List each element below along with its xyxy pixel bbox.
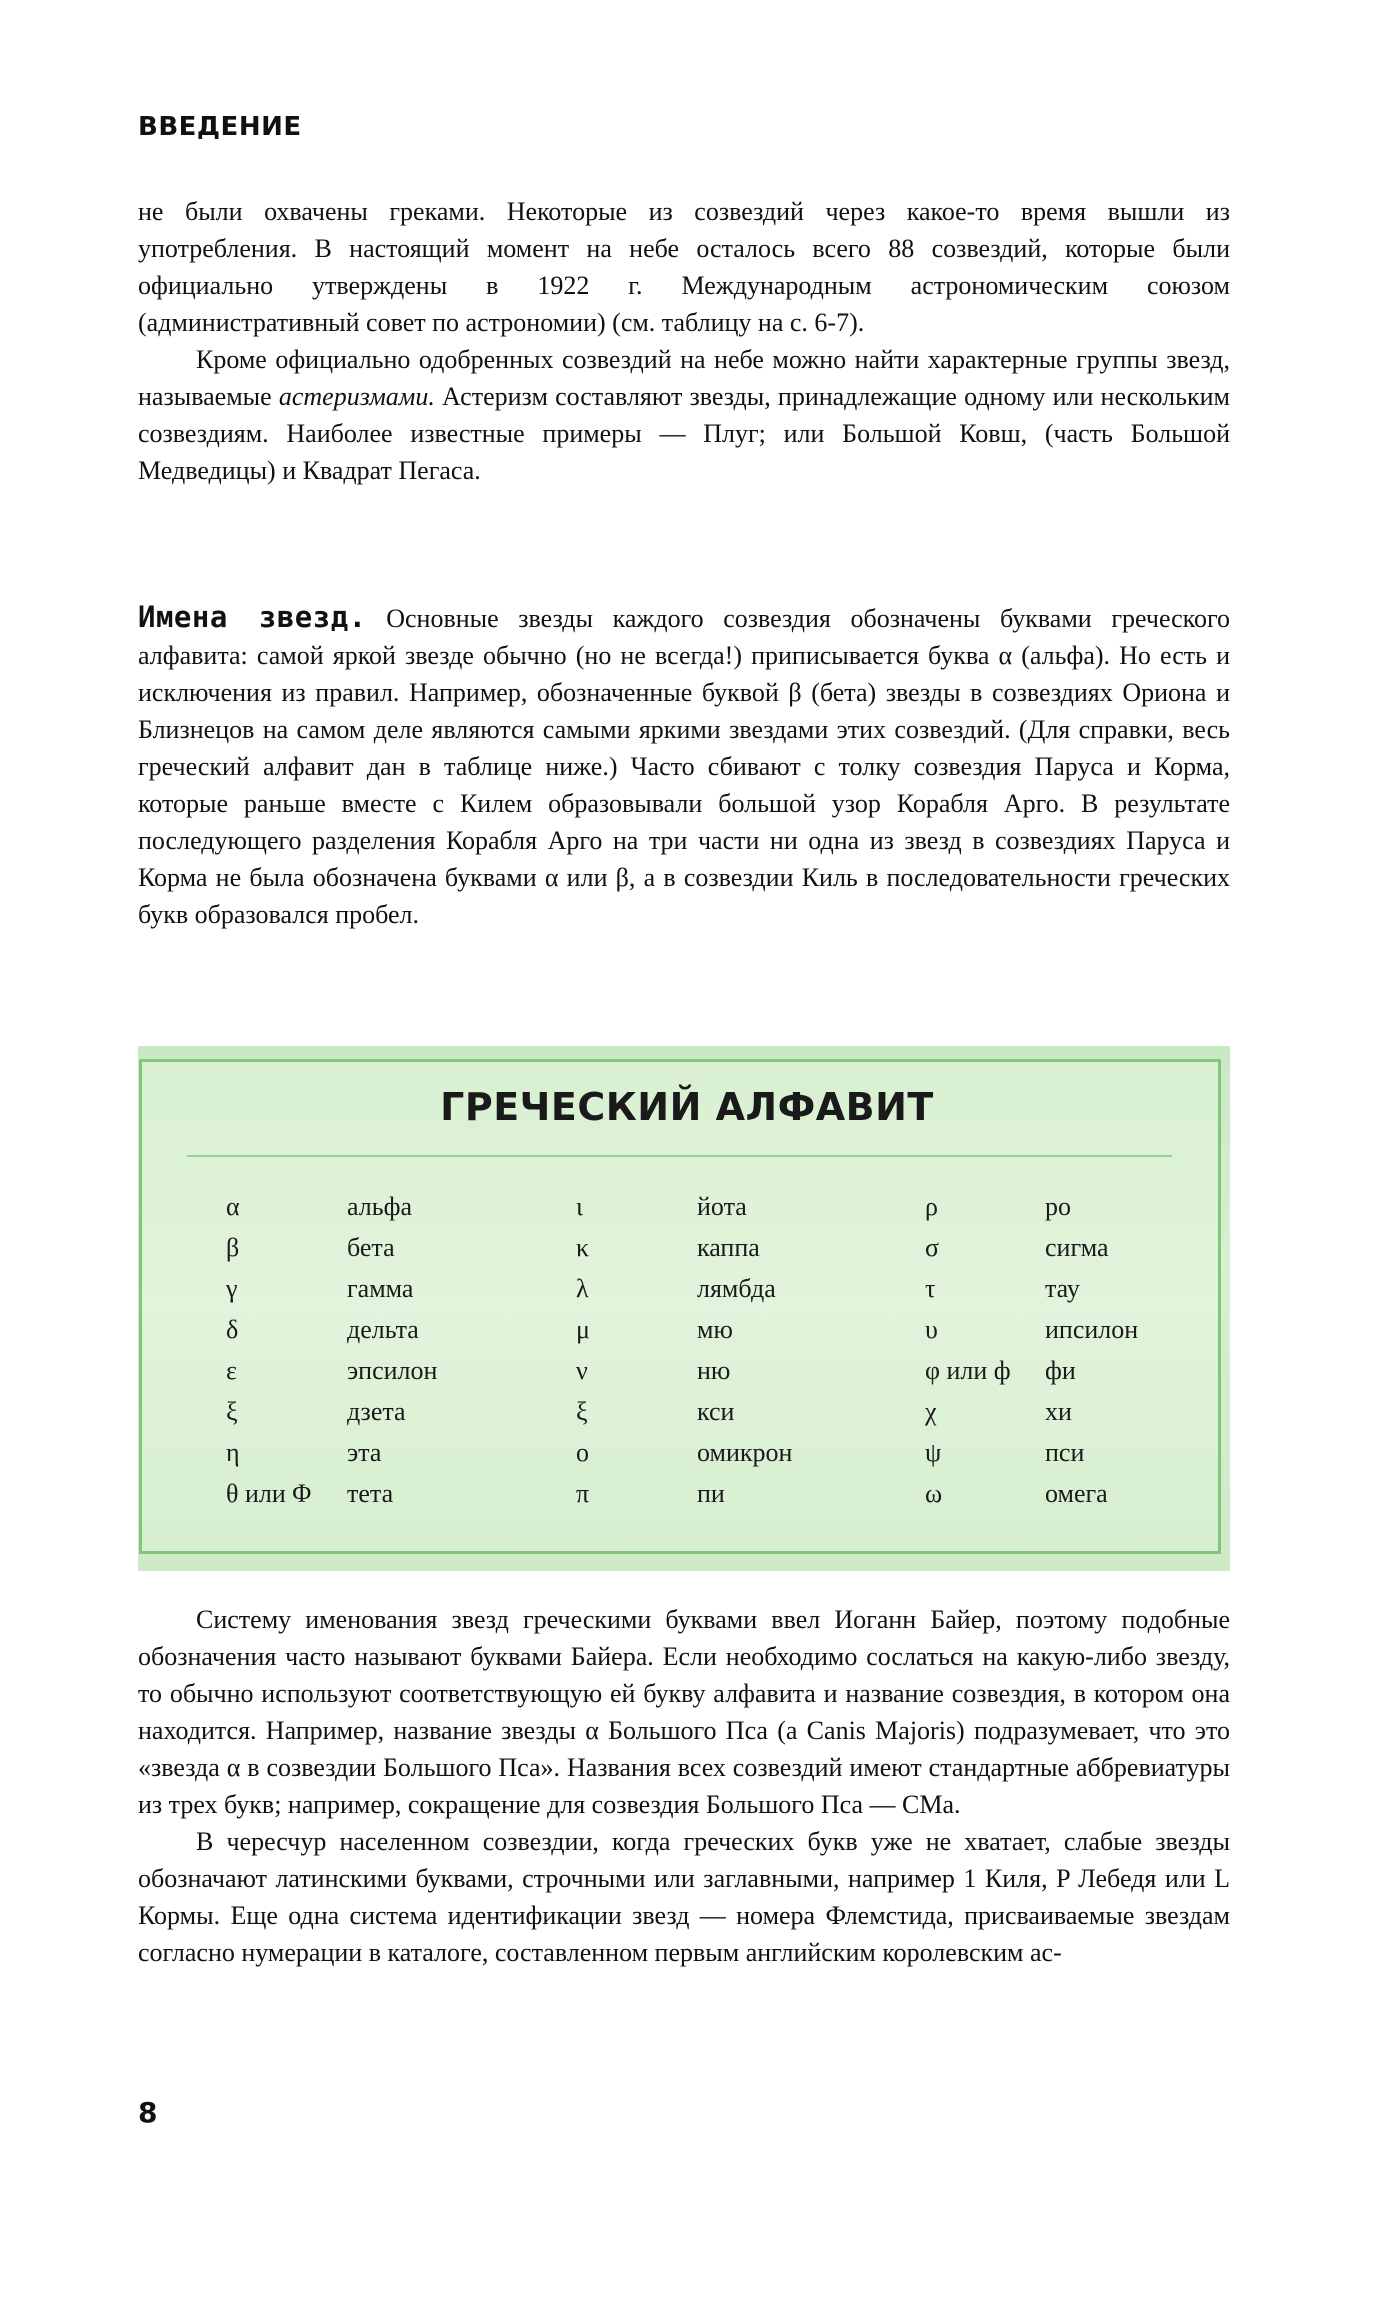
running-header: ВВЕДЕНИЕ: [138, 112, 302, 142]
greek-letter-name: каппа: [697, 1233, 760, 1262]
term-asterisms: астеризмами.: [278, 382, 435, 411]
greek-letter-name: ню: [697, 1356, 731, 1385]
paragraph: не были охвачены греками. Некоторые из созвездий через какое-то время вышли из употребления. В настоящий момент на небе осталось всего 88 созвездий, которые были официально утверждены в 1922 г. Международным астрономическим союзом (административный совет по астрономии) (см. таблицу на с. 6-7).: [138, 197, 1230, 337]
greek-letter-name: дзета: [347, 1397, 406, 1426]
greek-letter-name: тета: [347, 1479, 394, 1508]
paragraph: В чересчур населенном созвездии, когда греческих букв уже не хватает, слабые звезды обозначают латинскими буквами, строчными или заглавными, например 1 Киля, P Лебедя или L Кормы. Еще одна система идентификации звезд — номера Флемстида, присваиваемые звездам согласно нумерации в каталоге, составленном первым английским королевским ас-: [138, 1827, 1230, 1967]
greek-letter: τ: [925, 1274, 936, 1303]
greek-letter: ψ: [925, 1438, 942, 1467]
greek-letter-name: ро: [1045, 1192, 1071, 1221]
greek-letter-name: эта: [347, 1438, 382, 1467]
greek-letter-name: дельта: [347, 1315, 419, 1344]
greek-letter: π: [576, 1479, 590, 1508]
text-block-bayer: [138, 1601, 1230, 1971]
paragraph-asterisms: [138, 341, 1230, 489]
greek-letter: σ: [925, 1233, 940, 1262]
greek-letter: ο: [576, 1438, 589, 1467]
greek-letter-name: кси: [697, 1397, 735, 1426]
greek-letter: ε: [226, 1356, 237, 1385]
text-block-intro: [138, 193, 1230, 489]
greek-letter: ξ: [576, 1397, 588, 1426]
section-runin-heading: Имена звезд.: [138, 600, 367, 634]
text-block-star-names: [138, 599, 1230, 933]
greek-letter: υ: [925, 1315, 938, 1344]
greek-letter-name: лямбда: [697, 1274, 776, 1303]
greek-letter-name: сигма: [1045, 1233, 1109, 1262]
greek-letter: η: [226, 1438, 240, 1467]
text-run: Кроме официально одобренных созвездий на небе можно найти характерные группы звезд, называемые: [138, 345, 1230, 411]
greek-letter: ω: [925, 1479, 943, 1508]
greek-letter-name: бета: [347, 1233, 395, 1262]
greek-letter: γ: [226, 1274, 238, 1303]
greek-letter: χ: [925, 1397, 937, 1426]
page-number: 8: [138, 2096, 158, 2129]
greek-letter-name: ипсилон: [1045, 1315, 1139, 1344]
greek-letter: ν: [576, 1356, 588, 1385]
greek-letter-name: хи: [1045, 1397, 1072, 1426]
greek-letter: φ или ф: [925, 1356, 1011, 1385]
greek-letter: ι: [576, 1192, 583, 1221]
greek-letter: ξ: [226, 1397, 238, 1426]
greek-letter: κ: [576, 1233, 590, 1262]
greek-letter-name: гамма: [347, 1274, 414, 1303]
greek-letter-name: пси: [1045, 1438, 1085, 1467]
greek-letter-name: омикрон: [697, 1438, 793, 1467]
text-run: Основные звезды каждого созвездия обозначены буквами греческого алфавита: самой яркой звезде обычно (но не всегда!) приписывается буква α (альфа). Но есть и исключения из правил. Например, обозначенные буквой β (бета) звезды в созвездиях Ориона и Близнецов на самом деле являются самыми яркими звездами этих созвездий. (Для справки, весь греческий алфавит дан в таблице ниже.) Часто сбивают с толку созвездия Паруса и Корма, которые раньше вместе с Килем образовывали большой узор Корабля Арго. В результате последующего разделения Корабля Арго на три части ни одна из звезд в созвездиях Паруса и Корма не была обозначена буквами α или β, а в созвездии Киль в последовательности греческих букв образовался пробел.: [138, 604, 1231, 929]
greek-letter: α: [226, 1192, 240, 1221]
paragraph-star-names: [138, 599, 1230, 933]
greek-title-rule: [187, 1155, 1172, 1157]
greek-letter: δ: [226, 1315, 239, 1344]
greek-letter: μ: [576, 1315, 590, 1344]
greek-letter-name: пи: [697, 1479, 725, 1508]
greek-letter: λ: [576, 1274, 589, 1303]
paragraph: Систему именования звезд греческими буквами ввел Иоганн Байер, поэтому подобные обозначения часто называют буквами Байера. Если необходимо сослаться на какую-либо звезду, то обычно используют соответствующую ей букву алфавита и название созвездия, в котором она находится. Например, название звезды α Большого Пса (a Canis Majoris) подразумевает, что это «звезда α в созвездии Большого Пса». Названия всех созвездий имеют стандартные аббревиатуры из трех букв; например, сокращение для созвездия Большого Пса — CMa.: [138, 1605, 1230, 1819]
greek-letter-name: омега: [1045, 1479, 1108, 1508]
greek-letter-name: фи: [1045, 1356, 1076, 1385]
greek-letter: β: [226, 1233, 240, 1262]
greek-letter-name: мю: [697, 1315, 733, 1344]
greek-letter: θ или Φ: [226, 1479, 312, 1508]
greek-letter: ρ: [925, 1192, 938, 1221]
greek-letter-name: эпсилон: [347, 1356, 438, 1385]
greek-alphabet-title: ГРЕЧЕСКИЙ АЛФАВИТ: [440, 1085, 934, 1129]
greek-letter-name: тау: [1045, 1274, 1080, 1303]
greek-letter-name: альфа: [347, 1192, 412, 1221]
greek-letter-name: йота: [697, 1192, 747, 1221]
text-run: Астеризм составляют звезды, принадлежащие одному или нескольким созвездиям. Наиболее известные примеры — Плуг; или Большой Ковш, (часть Большой Медведицы) и Квадрат Пегаса.: [138, 382, 1231, 485]
